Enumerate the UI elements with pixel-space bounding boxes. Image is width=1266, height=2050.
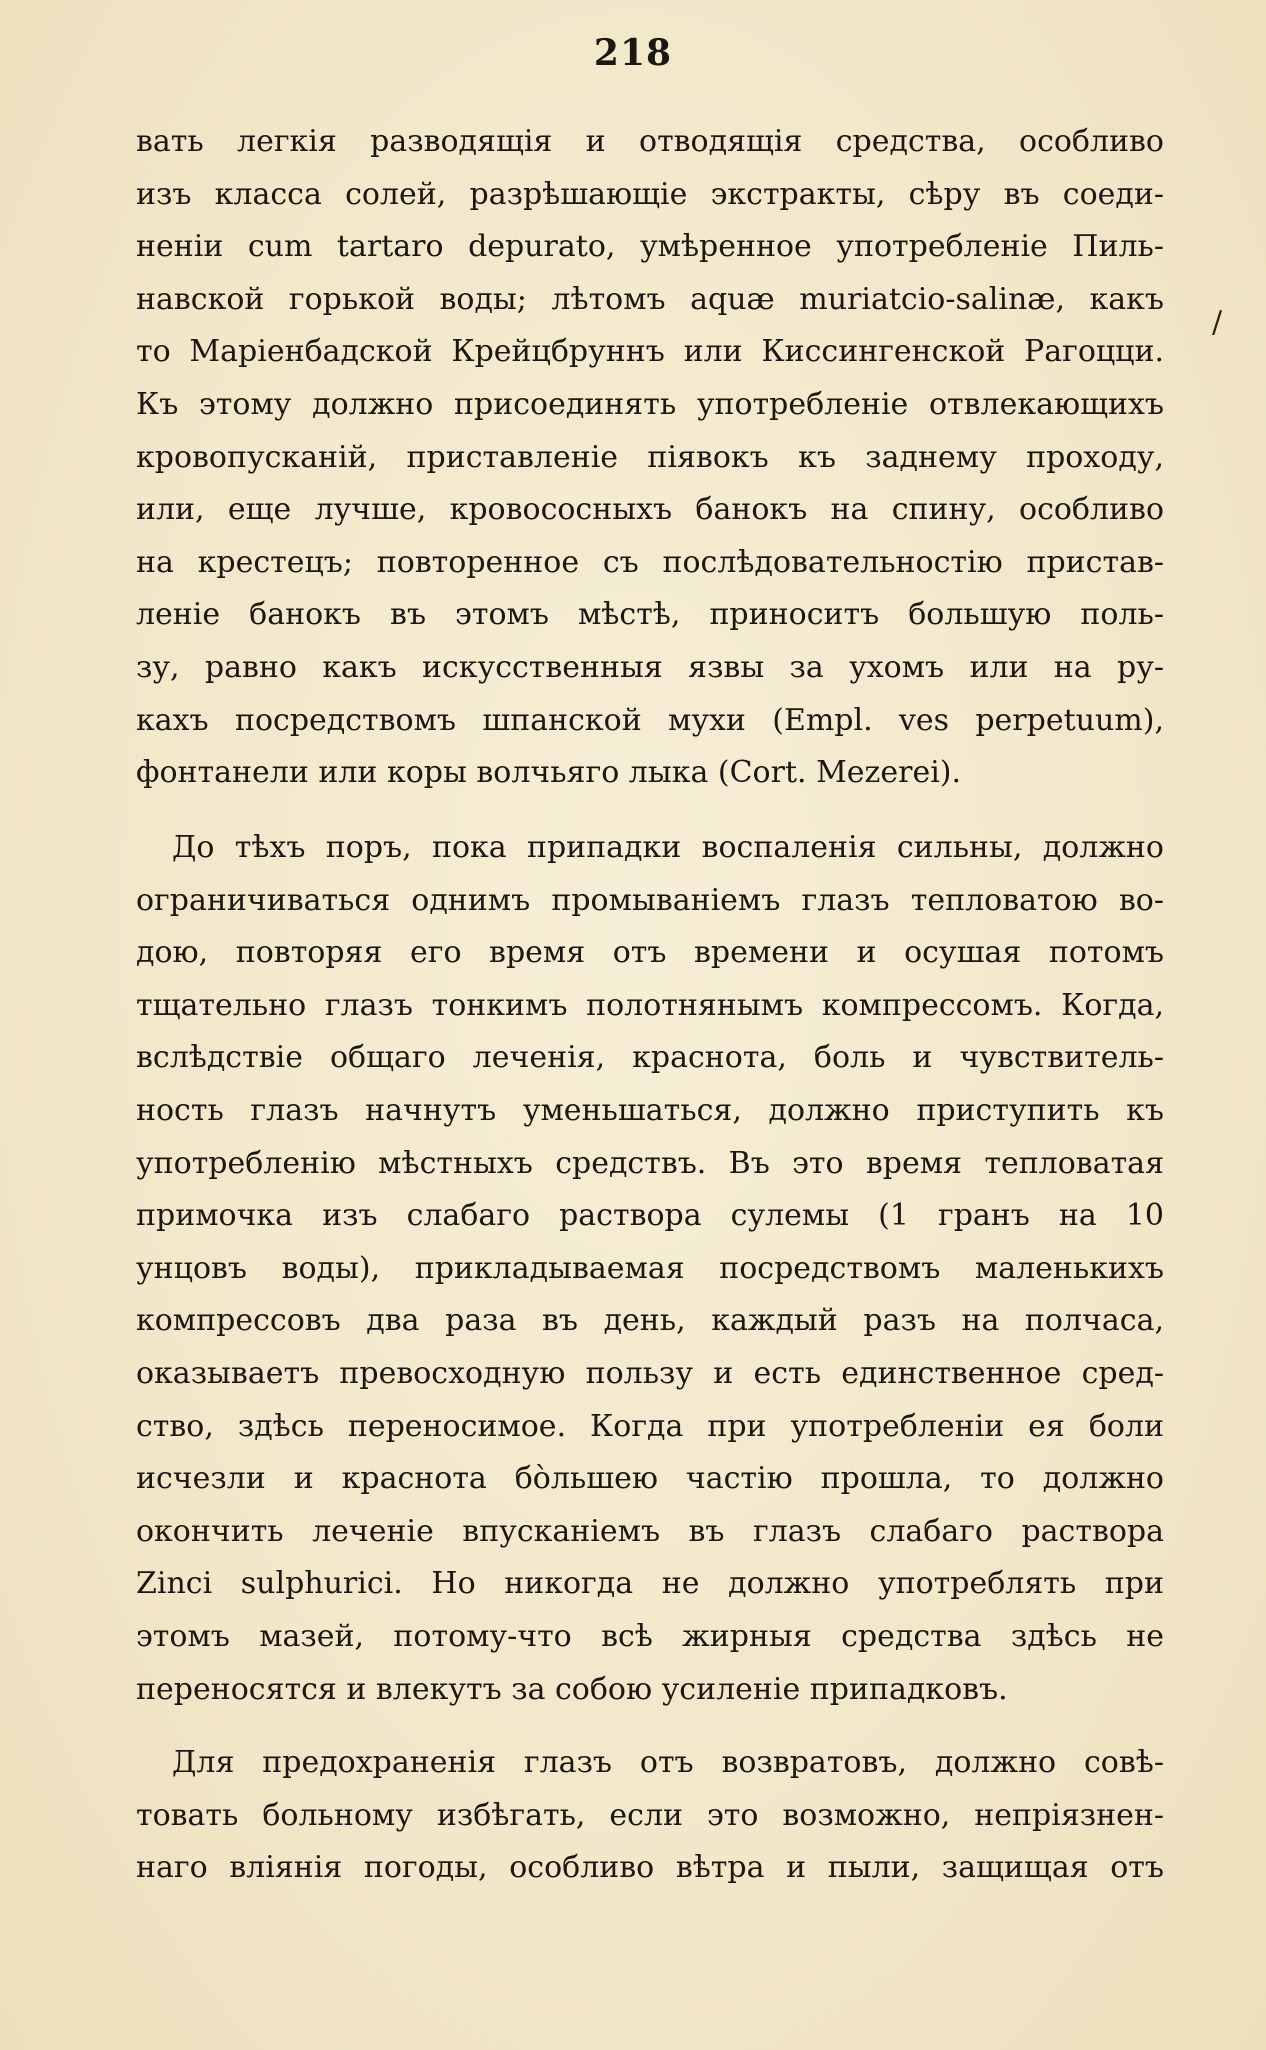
text-line: кровопусканій, приставленіе піявокъ къ заднему проходу, bbox=[136, 439, 1164, 475]
text-line: дою, повторяя его время отъ времени и осушая потомъ bbox=[136, 935, 1164, 971]
text-line: навской горькой воды; лѣтомъ aquæ muriatcio-salinæ, какъ bbox=[136, 281, 1164, 317]
text-line: этомъ мазей, потому-что всѣ жирныя средства здѣсь не bbox=[136, 1618, 1164, 1654]
text-line: переносятся и влекутъ за собою усиленіе припадковъ. bbox=[136, 1671, 1008, 1707]
text-line: неніи cum tartaro depurato, умѣренное употребленіе Пиль- bbox=[136, 229, 1164, 265]
text-line: Для предохраненія глазъ отъ возвратовъ, должно совѣ- bbox=[172, 1745, 1164, 1780]
text-line: унцовъ воды), прикладываемая посредствомъ маленькихъ bbox=[136, 1250, 1164, 1286]
text-line: изъ класса солей, разрѣшающіе экстракты, сѣру въ соеди- bbox=[136, 176, 1164, 212]
text-line: вать легкія разводящія и отводящія средства, особливо bbox=[136, 124, 1164, 159]
text-line: зу, равно какъ искусственныя язвы за ухомъ или на ру- bbox=[136, 649, 1164, 685]
text-line: окончить леченіе впусканіемъ въ глазъ слабаго раствора bbox=[136, 1513, 1164, 1549]
text-line: ограничиваться однимъ промываніемъ глазъ тепловатою во- bbox=[136, 882, 1164, 918]
page-number: 218 bbox=[593, 32, 673, 74]
text-line: или, еще лучше, кровососныхъ банокъ на спину, особливо bbox=[136, 492, 1164, 528]
text-line: Къ этому должно присоединять употребленіе отвлекающихъ bbox=[136, 386, 1164, 422]
text-line: леніе банокъ въ этомъ мѣстѣ, приноситъ большую поль- bbox=[136, 597, 1164, 633]
text-line: тщательно глазъ тонкимъ полотнянымъ компрессомъ. Когда, bbox=[136, 987, 1164, 1023]
text-line: то Маріенбадской Крейцбруннъ или Киссингенской Рагоцци. bbox=[136, 334, 1164, 370]
text-line: оказываетъ превосходную пользу и есть единственное сред- bbox=[136, 1355, 1164, 1391]
text-line: исчезли и краснота бо̀льшею частію прошла, то должно bbox=[136, 1461, 1164, 1497]
paragraph-prevention bbox=[136, 1737, 1164, 1895]
text-line: вслѣдствіе общаго леченія, краснота, боль и чувствитель- bbox=[136, 1040, 1164, 1076]
text-line: употребленію мѣстныхъ средствъ. Въ это время тепловатая bbox=[136, 1145, 1164, 1181]
margin-mark: / bbox=[1212, 305, 1223, 340]
text-line: товать больному избѣгать, если это возможно, непріязнен- bbox=[136, 1797, 1164, 1833]
text-line: Zinci sulphurici. Но никогда не должно употреблять при bbox=[136, 1566, 1164, 1602]
text-line: фонтанели или коры волчьяго лыка (Cort. Mezerei). bbox=[136, 755, 962, 791]
text-line: ство, здѣсь переносимое. Когда при употребленіи ея боли bbox=[136, 1408, 1164, 1444]
paragraph-treatment bbox=[136, 822, 1164, 1716]
paragraph-continuation bbox=[136, 116, 1164, 800]
text-line: наго вліянія погоды, особливо вѣтра и пыли, защищая отъ bbox=[136, 1850, 1164, 1886]
text-line: на крестецъ; повторенное съ послѣдовательностію пристав- bbox=[136, 544, 1164, 580]
text-line: кахъ посредствомъ шпанской мухи (Empl. ves perpetuum), bbox=[136, 702, 1164, 738]
text-line: компрессовъ два раза въ день, каждый разъ на полчаса, bbox=[136, 1303, 1164, 1339]
text-line: До тѣхъ поръ, пока припадки воспаленія сильны, должно bbox=[172, 830, 1164, 865]
text-line: примочка изъ слабаго раствора сулемы (1 гранъ на 10 bbox=[136, 1198, 1164, 1234]
text-line: ность глазъ начнутъ уменьшаться, должно приступить къ bbox=[136, 1092, 1164, 1128]
